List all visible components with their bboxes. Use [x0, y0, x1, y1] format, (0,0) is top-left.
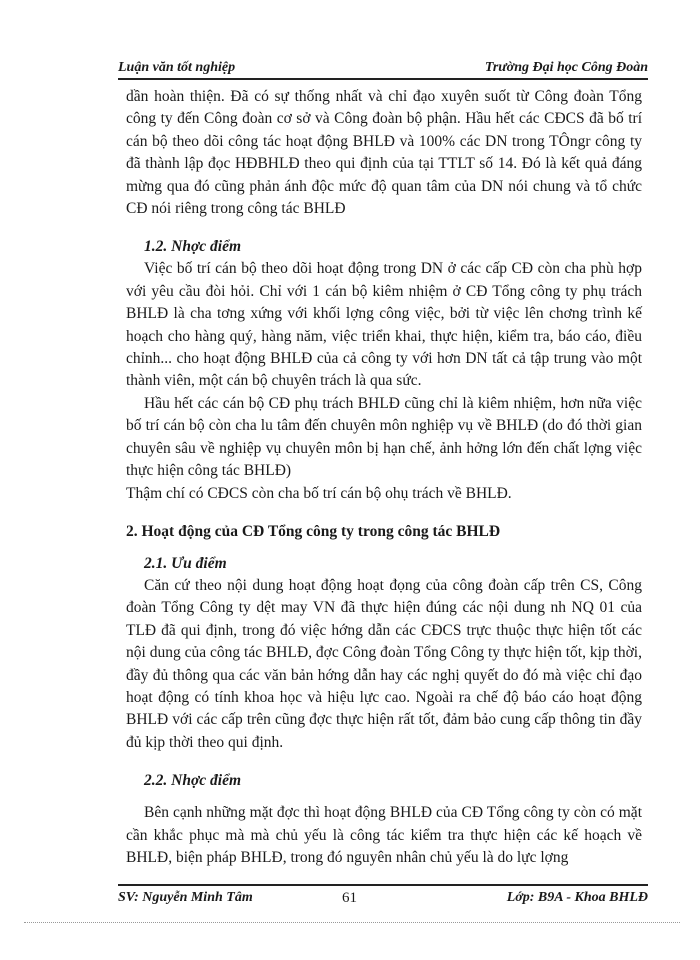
footer-class-label: Lớp: B9A - Khoa BHLĐ	[506, 890, 648, 905]
heading-2-2: 2.2. Nhợc điểm	[144, 772, 242, 790]
paragraph-2-2: Bên cạnh những mặt đợc thì hoạt động BHLĐ của CĐ Tổng công ty còn có mặt cần khắc phục mà mà chủ yếu là công tác kiểm tra thực hiện các kế hoạch về BHLĐ, biện pháp BHLĐ, trong đó nguyên nhân chủ yếu là do lực lợng	[126, 804, 642, 866]
paragraph-1-2-b: Hầu hết các cán bộ CĐ phụ trách BHLĐ cũng chỉ là kiêm nhiệm, hơn nữa việc bố trí cán bộ còn cha lu tâm đến chuyên môn nghiệp vụ về BHLĐ (do đó thời gian chuyên sâu về nghiệp vụ chuyên môn bị hạn chế, ảnh hởng lớn đến chất lợng việc thực hiện công tác BHLĐ)	[126, 394, 642, 480]
page-header	[118, 60, 648, 80]
heading-1-2: 1.2. Nhợc điểm	[144, 238, 242, 256]
page-content	[126, 86, 642, 869]
paragraph-2-1: Căn cứ theo nội dung hoạt động hoạt đọng của công đoàn cấp trên CS, Công đoàn Tổng Công ty dệt may VN đã thực hiện đúng các nội dung nh NQ 01 của TLĐ đã qui định, trong đó việc hớng dẫn các CĐCS trực thuộc thực hiện tốt các nội dung của công tác BHLĐ, đợc Công đoàn Tổng Công ty thực hiện tốt, kịp thời, đầy đủ thông qua các văn bản hớng dẫn hay các nghị quyết do đó mà việc chỉ đạo hoạt động có tính khoa học và hiệu lực cao. Ngoài ra chế độ báo cáo hoạt động BHLĐ với các cấp trên cũng đợc thực hiện rất tốt, đảm bảo cung cấp thông tin đầy đủ kịp thời theo qui định.	[126, 576, 642, 751]
intro-paragraph: dần hoàn thiện. Đã có sự thống nhất và chỉ đạo xuyên suốt từ Công đoàn Tổng công ty đến Công đoàn cơ sở và Công đoàn bộ phận. Hầu hết các CĐCS đã bố trí cán bộ theo dõi công tác hoạt động BHLĐ và 100% các DN trong TÔngr công ty đã thành lập đọc HĐBHLĐ theo qui định của tại TTLT số 14. Đó là kết quả đáng mừng qua đó cũng phản ánh độc mức độ quan tâm của DN nói chung và tổ chức CĐ nói riêng trong công tác BHLĐ	[126, 88, 642, 218]
page-bottom-divider	[24, 922, 680, 923]
header-thesis-label: Luận văn tốt nghiệp	[118, 60, 236, 75]
paragraph-1-2-a: Việc bố trí cán bộ theo dõi hoạt động trong DN ở các cấp CĐ còn cha phù hợp với yêu cầu đòi hỏi. Chỉ với 1 cán bộ kiêm nhiệm ở CĐ Tổng công ty phụ trách BHLĐ là cha tơng xứng với khối lợng công việc, bởi từ việc lên chơng trình kế hoạch cho hàng quý, hàng năm, việc triển khai, thực hiện, kiểm tra, báo cáo, điều chỉnh... cho hoạt động BHLĐ của cả công ty với hơn DN tất cả tập trung vào một thành viên, một cán bộ chuyên trách là qua sức.	[126, 260, 642, 390]
header-university-label: Trường Đại học Công Đoàn	[484, 60, 648, 75]
heading-2: 2. Hoạt động của CĐ Tổng công ty trong công tác BHLĐ	[126, 522, 501, 540]
paragraph-1-2-c: Thậm chí có CĐCS còn cha bố trí cán bộ ohụ trách về BHLĐ.	[126, 484, 512, 502]
footer-student-name: SV: Nguyễn Minh Tâm	[118, 890, 253, 905]
page-number: 61	[342, 890, 357, 906]
heading-2-1: 2.1. Ưu điểm	[144, 554, 227, 572]
page-footer	[118, 884, 648, 908]
